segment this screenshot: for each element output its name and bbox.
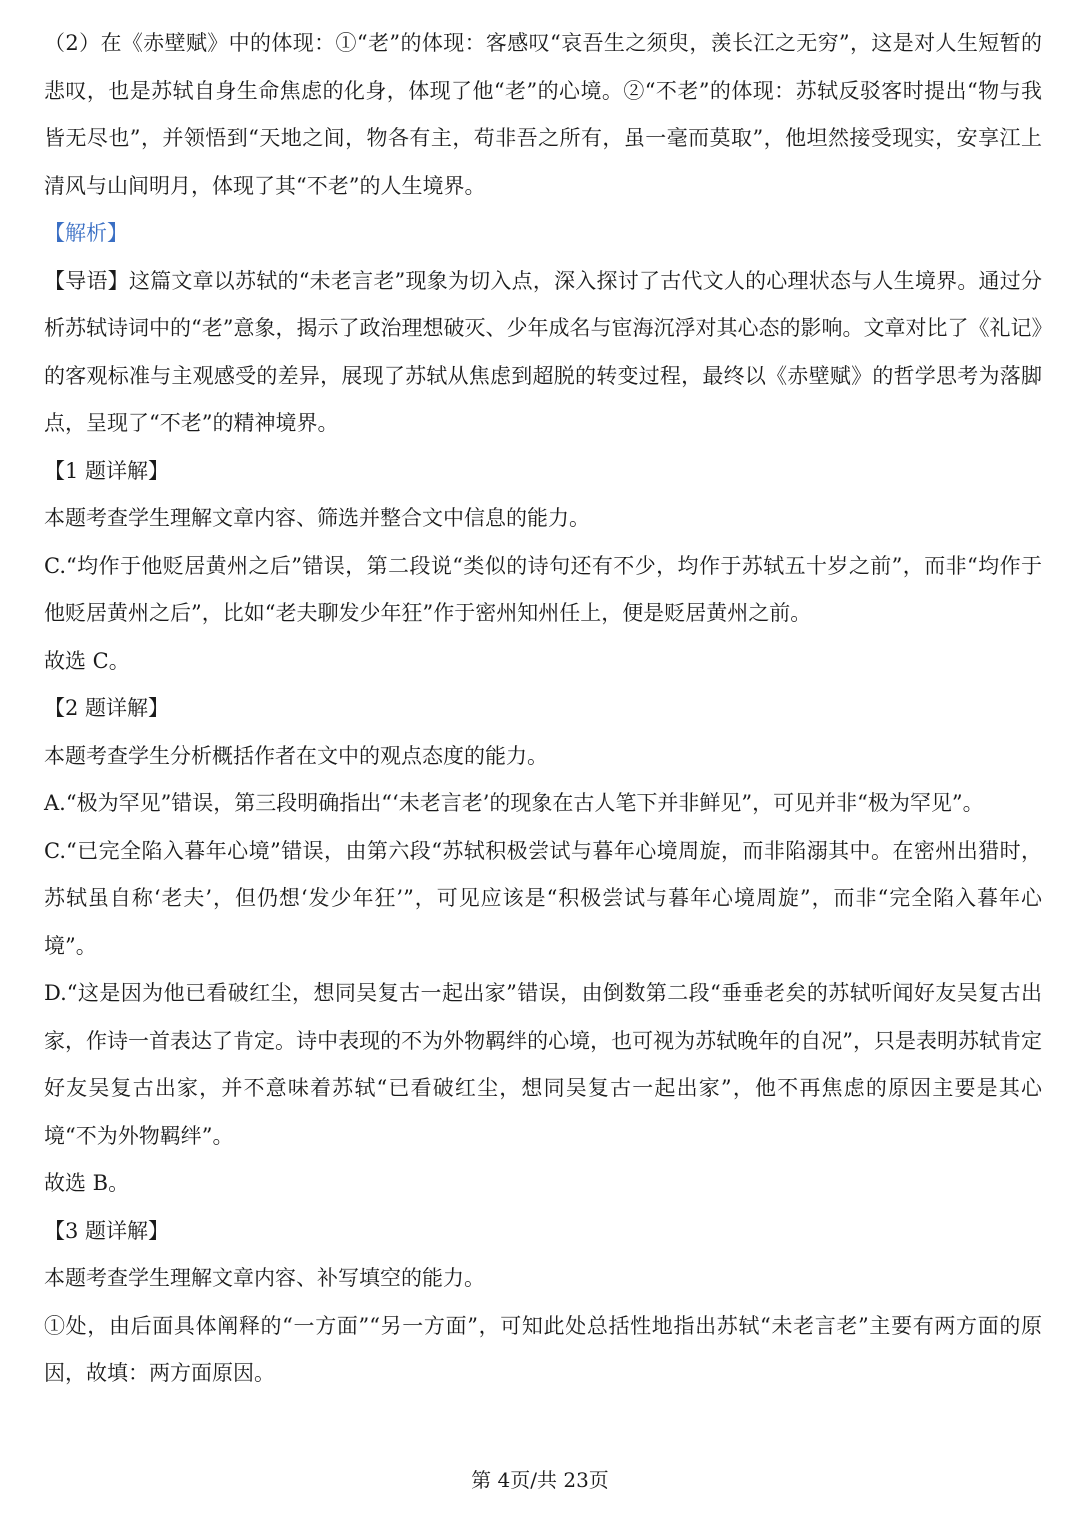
q2-statement: 本题考查学生分析概括作者在文中的观点态度的能力。 [44, 743, 548, 768]
q2-heading: 【2 题详解】 [44, 696, 170, 720]
analysis-tag: 【解析】 [44, 221, 128, 245]
q1-statement: 本题考查学生理解文章内容、筛选并整合文中信息的能力。 [44, 506, 590, 530]
page-footer [0, 1466, 1080, 1494]
q2-answer: 故选 B。 [44, 1171, 130, 1195]
q1-answer: 故选 C。 [44, 648, 130, 673]
q2-answer-paragraph: （2）在《赤壁赋》中的体现：①“老”的体现：客感叹“哀吾生之须臾，羡长江之无穷”，这是对人生短暂的悲叹，也是苏轼自身生命焦虑的化身，体现了他“老”的心境。②“不老”的体现：苏轼反驳客时提出“物与我皆无尽也”，并领悟到“天地之间，物各有主，苟非吾之所有，虽一毫而莫取”，他坦然接受现实，安享江上清风与山间明月，体现了其“不老”的人生境界。 [44, 31, 1042, 198]
q3-statement: 本题考查学生理解文章内容、补写填空的能力。 [44, 1266, 485, 1290]
q1-option-c: C.“均作于他贬居黄州之后”错误，第二段说“类似的诗句还有不少，均作于苏轼五十岁之前”，而非“均作于他贬居黄州之后”，比如“老夫聊发少年狂”作于密州知州任上，便是贬居黄州之前。 [44, 553, 1042, 625]
q3-heading: 【3 题详解】 [44, 1218, 170, 1243]
document-body [44, 20, 1042, 1398]
q3-item-1: ①处，由后面具体阐释的“一方面”“另一方面”，可知此处总括性地指出苏轼“未老言老”主要有两方面的原因，故填：两方面原因。 [44, 1313, 1042, 1385]
q2-option-c: C.“已完全陷入暮年心境”错误，由第六段“苏轼积极尝试与暮年心境周旋，而非陷溺其中。在密州出猎时，苏轼虽自称‘老夫’，但仍想‘发少年狂’”，可见应该是“积极尝试与暮年心境周旋”，而非“完全陷入暮年心境”。 [44, 838, 1042, 958]
intro-paragraph: 【导语】这篇文章以苏轼的“未老言老”现象为切入点，深入探讨了古代文人的心理状态与人生境界。通过分析苏轼诗词中的“老”意象，揭示了政治理想破灭、少年成名与宦海沉浮对其心态的影响。文章对比了《礼记》的客观标准与主观感受的差异，展现了苏轼从焦虑到超脱的转变过程，最终以《赤壁赋》的哲学思考为落脚点，呈现了“不老”的精神境界。 [44, 268, 1042, 435]
page-number: 第 4页/共 23页 [471, 1468, 609, 1492]
q2-option-d: D.“这是因为他已看破红尘，想同吴复古一起出家”错误，由倒数第二段“垂垂老矣的苏轼听闻好友吴复古出家，作诗一首表达了肯定。诗中表现的不为外物羁绊的心境，也可视为苏轼晚年的自况”，只是表明苏轼肯定好友吴复古出家，并不意味着苏轼“已看破红尘，想同吴复古一起出家”，他不再焦虑的原因主要是其心境“不为外物羁绊”。 [44, 981, 1042, 1148]
q2-option-a: A.“极为罕见”错误，第三段明确指出“‘未老言老’的现象在古人笔下并非鲜见”，可见并非“极为罕见”。 [44, 791, 984, 815]
q1-heading: 【1 题详解】 [44, 458, 170, 483]
